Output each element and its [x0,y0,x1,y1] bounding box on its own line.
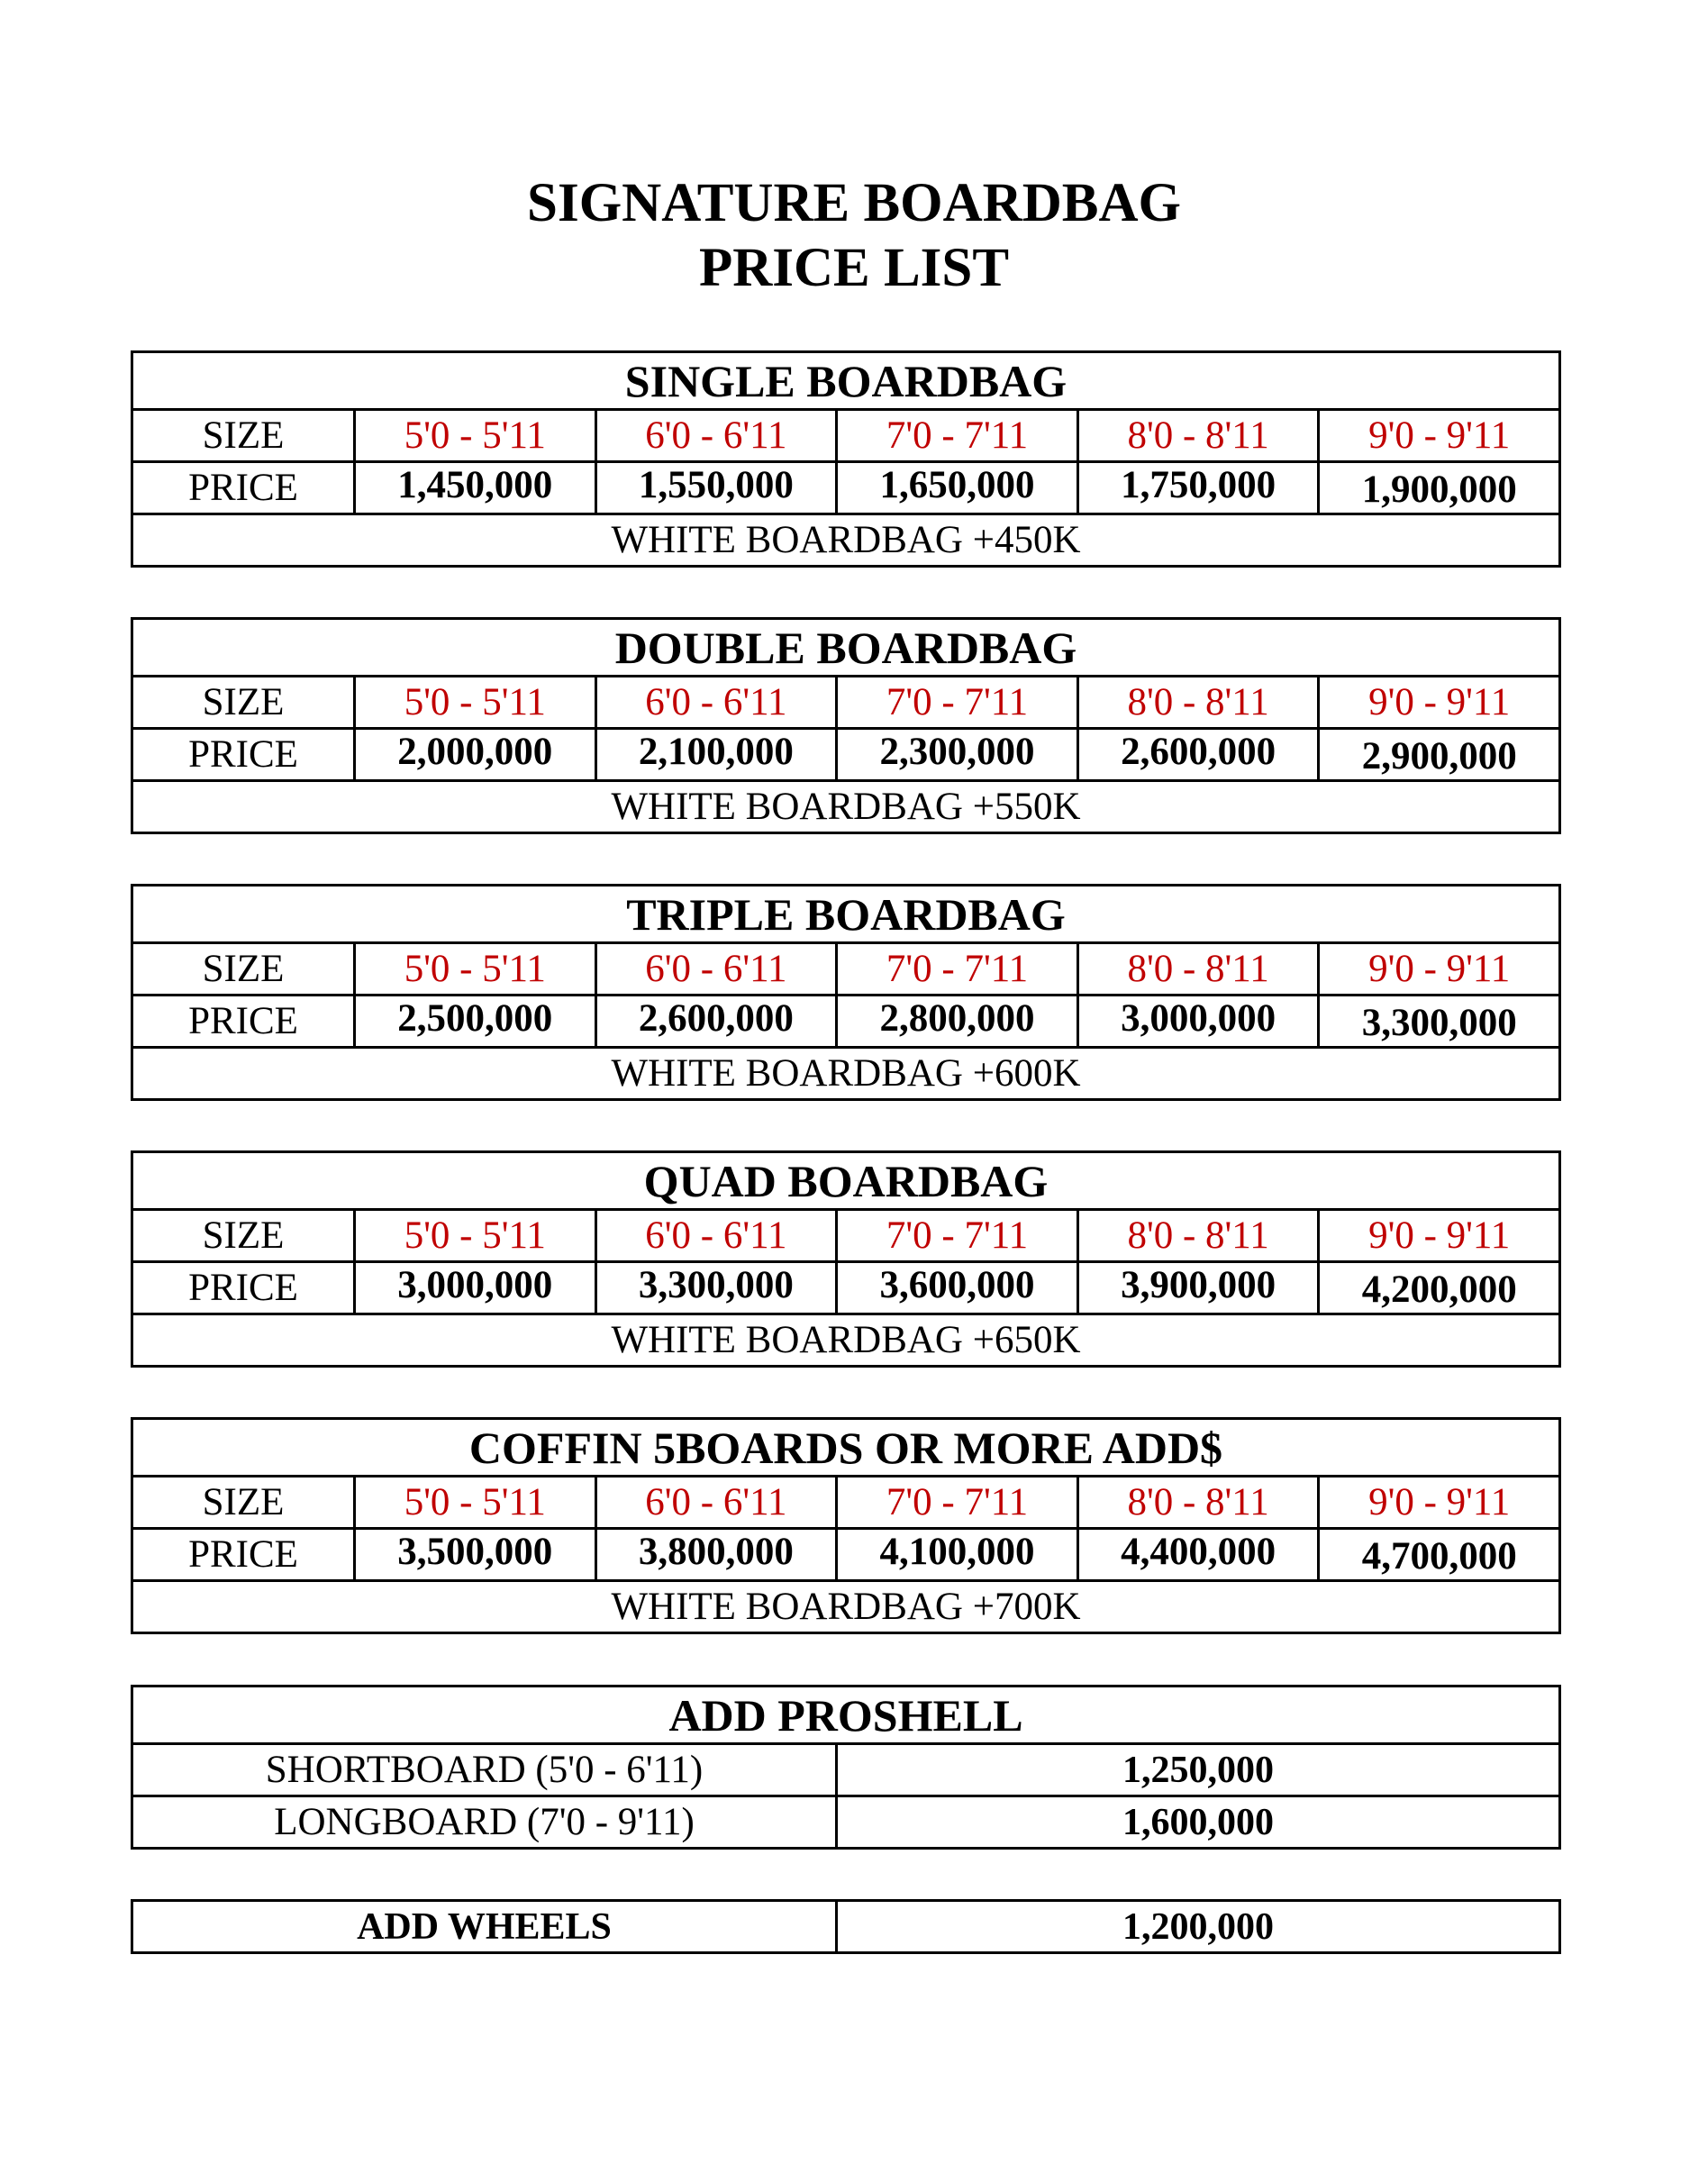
table-heading: QUAD BOARDBAG [132,1152,1560,1210]
wheels-label: ADD WHEELS [132,1901,837,1953]
price-cell: 4,100,000 [837,1529,1078,1581]
white-boardbag-note: WHITE BOARDBAG +600K [132,1048,1560,1100]
size-cell: 7'0 - 7'11 [837,410,1078,462]
size-row [132,1477,1560,1529]
size-row [132,410,1560,462]
table-heading: SINGLE BOARDBAG [132,352,1560,410]
size-cell: 5'0 - 5'11 [355,677,596,729]
size-cell: 6'0 - 6'11 [595,410,837,462]
white-boardbag-note: WHITE BOARDBAG +550K [132,781,1560,833]
price-row [132,996,1560,1048]
size-cell: 6'0 - 6'11 [595,677,837,729]
white-boardbag-note: WHITE BOARDBAG +650K [132,1314,1560,1367]
white-boardbag-note: WHITE BOARDBAG +700K [132,1581,1560,1633]
size-cell: 8'0 - 8'11 [1077,1210,1319,1262]
price-cell: 1,900,000 [1319,462,1560,514]
price-cell: 2,800,000 [837,996,1078,1048]
table-heading: ADD PROSHELL [132,1687,1560,1744]
page-title: SIGNATURE BOARDBAG [527,173,1181,233]
price-row [132,1529,1560,1581]
price-cell: 4,400,000 [1077,1529,1319,1581]
size-row [132,1210,1560,1262]
price-cell: 3,300,000 [595,1262,837,1314]
price-cell: 4,700,000 [1319,1529,1560,1581]
size-row [132,943,1560,996]
proshell-table [131,1685,1561,1850]
size-label: SIZE [132,1477,355,1529]
proshell-price: 1,250,000 [837,1744,1560,1796]
price-label: PRICE [132,1262,355,1314]
size-cell: 5'0 - 5'11 [355,943,596,996]
size-cell: 9'0 - 9'11 [1319,677,1560,729]
size-label: SIZE [132,410,355,462]
price-cell: 2,600,000 [1077,729,1319,781]
price-cell: 2,500,000 [355,996,596,1048]
price-cell: 2,600,000 [595,996,837,1048]
price-cell: 3,800,000 [595,1529,837,1581]
price-cell: 3,500,000 [355,1529,596,1581]
price-cell: 2,900,000 [1319,729,1560,781]
price-cell: 1,750,000 [1077,462,1319,514]
price-cell: 3,900,000 [1077,1262,1319,1314]
page-subtitle: PRICE LIST [698,238,1010,298]
size-row [132,677,1560,729]
price-cell: 1,650,000 [837,462,1078,514]
price-row [132,729,1560,781]
size-cell: 9'0 - 9'11 [1319,1210,1560,1262]
table-heading: TRIPLE BOARDBAG [132,886,1560,943]
quad-boardbag-table [131,1150,1561,1368]
wheels-price: 1,200,000 [837,1901,1560,1953]
price-cell: 2,000,000 [355,729,596,781]
price-row [132,462,1560,514]
white-boardbag-note: WHITE BOARDBAG +450K [132,514,1560,567]
table-row [132,1796,1560,1849]
price-label: PRICE [132,996,355,1048]
size-cell: 8'0 - 8'11 [1077,677,1319,729]
price-cell: 1,450,000 [355,462,596,514]
price-label: PRICE [132,729,355,781]
price-label: PRICE [132,462,355,514]
size-cell: 5'0 - 5'11 [355,410,596,462]
proshell-price: 1,600,000 [837,1796,1560,1849]
price-cell: 2,300,000 [837,729,1078,781]
size-cell: 8'0 - 8'11 [1077,1477,1319,1529]
size-cell: 7'0 - 7'11 [837,1477,1078,1529]
size-cell: 6'0 - 6'11 [595,1210,837,1262]
price-cell: 1,550,000 [595,462,837,514]
price-row [132,1262,1560,1314]
triple-boardbag-table [131,884,1561,1101]
price-cell: 3,000,000 [355,1262,596,1314]
price-cell: 3,300,000 [1319,996,1560,1048]
double-boardbag-table [131,617,1561,834]
price-cell: 4,200,000 [1319,1262,1560,1314]
coffin-boardbag-table [131,1417,1561,1634]
wheels-table [131,1899,1561,1954]
size-cell: 6'0 - 6'11 [595,1477,837,1529]
table-heading: COFFIN 5BOARDS OR MORE ADD$ [132,1419,1560,1477]
size-label: SIZE [132,1210,355,1262]
size-cell: 9'0 - 9'11 [1319,1477,1560,1529]
size-cell: 7'0 - 7'11 [837,677,1078,729]
proshell-label: LONGBOARD (7'0 - 9'11) [132,1796,837,1849]
size-label: SIZE [132,943,355,996]
size-cell: 6'0 - 6'11 [595,943,837,996]
size-cell: 8'0 - 8'11 [1077,410,1319,462]
price-cell: 3,000,000 [1077,996,1319,1048]
table-heading: DOUBLE BOARDBAG [132,619,1560,677]
size-cell: 9'0 - 9'11 [1319,410,1560,462]
size-cell: 7'0 - 7'11 [837,943,1078,996]
price-cell: 3,600,000 [837,1262,1078,1314]
size-cell: 9'0 - 9'11 [1319,943,1560,996]
size-cell: 5'0 - 5'11 [355,1210,596,1262]
proshell-label: SHORTBOARD (5'0 - 6'11) [132,1744,837,1796]
size-cell: 7'0 - 7'11 [837,1210,1078,1262]
price-cell: 2,100,000 [595,729,837,781]
size-label: SIZE [132,677,355,729]
price-label: PRICE [132,1529,355,1581]
table-row [132,1901,1560,1953]
table-row [132,1744,1560,1796]
single-boardbag-table [131,350,1561,568]
size-cell: 5'0 - 5'11 [355,1477,596,1529]
size-cell: 8'0 - 8'11 [1077,943,1319,996]
